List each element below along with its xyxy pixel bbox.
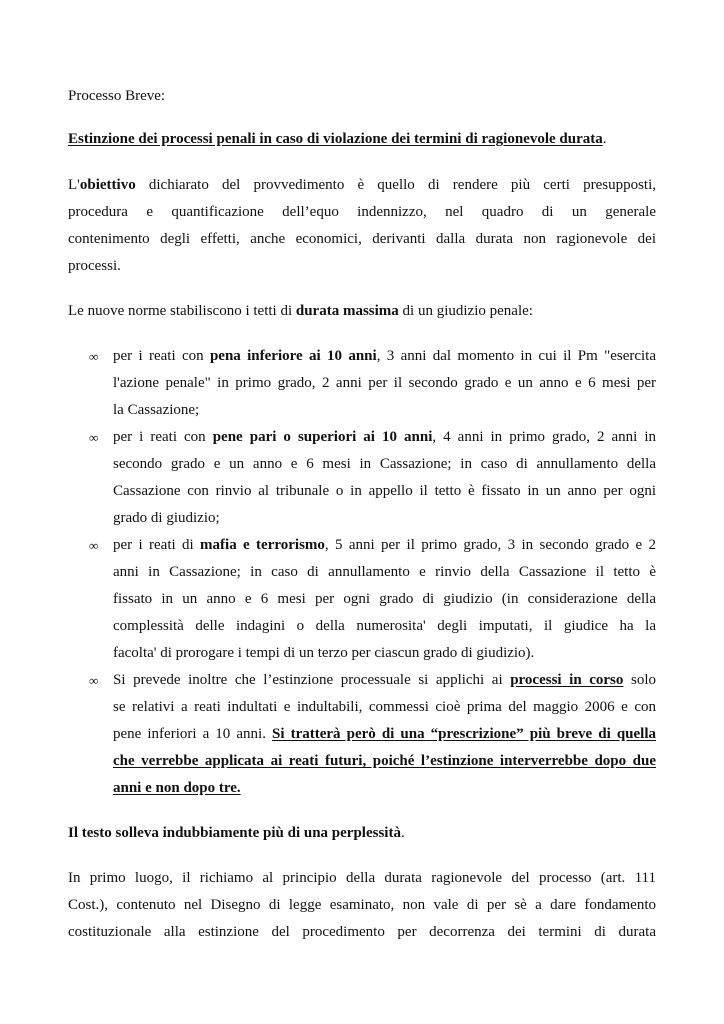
paragraph-first-point-line: costituzionale alla estinzione del procedimento per decorrenza dei termini di durata [68,924,656,940]
bullet-item-line: per i reati di mafia e terrorismo, 5 anni per il primo grado, 3 in secondo grado e 2 [113,537,656,553]
bullet-item-line: secondo grado e un anno e 6 mesi in Cassazione; in caso di annullamento della [113,456,656,472]
paragraph-objective-line: L'obiettivo dichiarato del provvedimento è quello di rendere più certi presupposti, [68,177,656,193]
paragraph-first-point-line: Cost.), contenuto nel Disegno di legge esaminato, non vale di per sè a dare fondamento [68,897,656,913]
paragraph-objective-line: contenimento degli effetti, anche economici, derivanti dalla durata non ragionevole dei [68,231,656,247]
paragraph-first-point-line: In primo luogo, il richiamo al principio della durata ragionevole del processo (art. 111 [68,870,656,886]
bullet-item-line: la Cassazione; [113,402,200,418]
bullet-item-line: per i reati con pene pari o superiori ai 10 anni, 4 anni in primo grado, 2 anni in [113,429,657,445]
bullet-item-line: pene inferiori a 10 anni. Si tratterà però di una “prescrizione” più breve di quella [113,726,657,742]
bullet-item-line: l'azione penale" in primo grado, 2 anni per il secondo grado e un anno e 6 mesi per [113,375,656,391]
bullet-item-line: Cassazione con rinvio al tribunale o in appello il tetto è fissato in un anno per ogni [113,483,656,499]
infinity-bullet-icon: ∞ [89,430,99,445]
bullet-item-line: se relativi a reati indultati e indultabili, commessi cioè prima del maggio 2006 e con [113,699,656,715]
bullet-item-line: che verrebbe applicata ai reati futuri, poiché l’estinzione interverrebbe dopo due [113,753,656,769]
paragraph-rules-intro: Le nuove norme stabiliscono i tetti di durata massima di un giudizio penale: [68,303,533,319]
infinity-bullet-icon: ∞ [89,538,99,553]
bullet-item-line: complessità delle indagini o della numerosita' degli imputati, il giudice ha la [113,618,656,634]
infinity-bullet-icon: ∞ [89,673,99,688]
paragraph-perplexity: Il testo solleva indubbiamente più di una perplessità. [68,825,405,841]
bullet-item-line: facolta' di prorogare i tempi di un terzo per ciascun grado di giudizio). [113,645,535,661]
bullet-item-line: grado di giudizio; [113,510,220,526]
bullet-item-line: anni in Cassazione; in caso di annullamento e rinvio della Cassazione il tetto è [113,564,656,580]
paragraph-objective-line: processi. [68,258,121,274]
document-heading: Processo Breve: [68,88,166,104]
bullet-item-line: fissato in un anno e 6 mesi per ogni grado di giudizio (in considerazione della [113,591,656,607]
bullet-item-line: per i reati con pena inferiore ai 10 anni, 3 anni dal momento in cui il Pm "esercita [113,348,656,364]
bullet-item-line: anni e non dopo tre. [113,780,241,796]
document-subtitle: Estinzione dei processi penali in caso di violazione dei termini di ragionevole durata. [68,131,607,147]
paragraph-objective-line: procedura e quantificazione dell’equo indennizzo, nel quadro di un generale [68,204,656,220]
bullet-item-line: Si prevede inoltre che l’estinzione processuale si applichi ai processi in corso solo [113,672,656,688]
infinity-bullet-icon: ∞ [89,349,99,364]
